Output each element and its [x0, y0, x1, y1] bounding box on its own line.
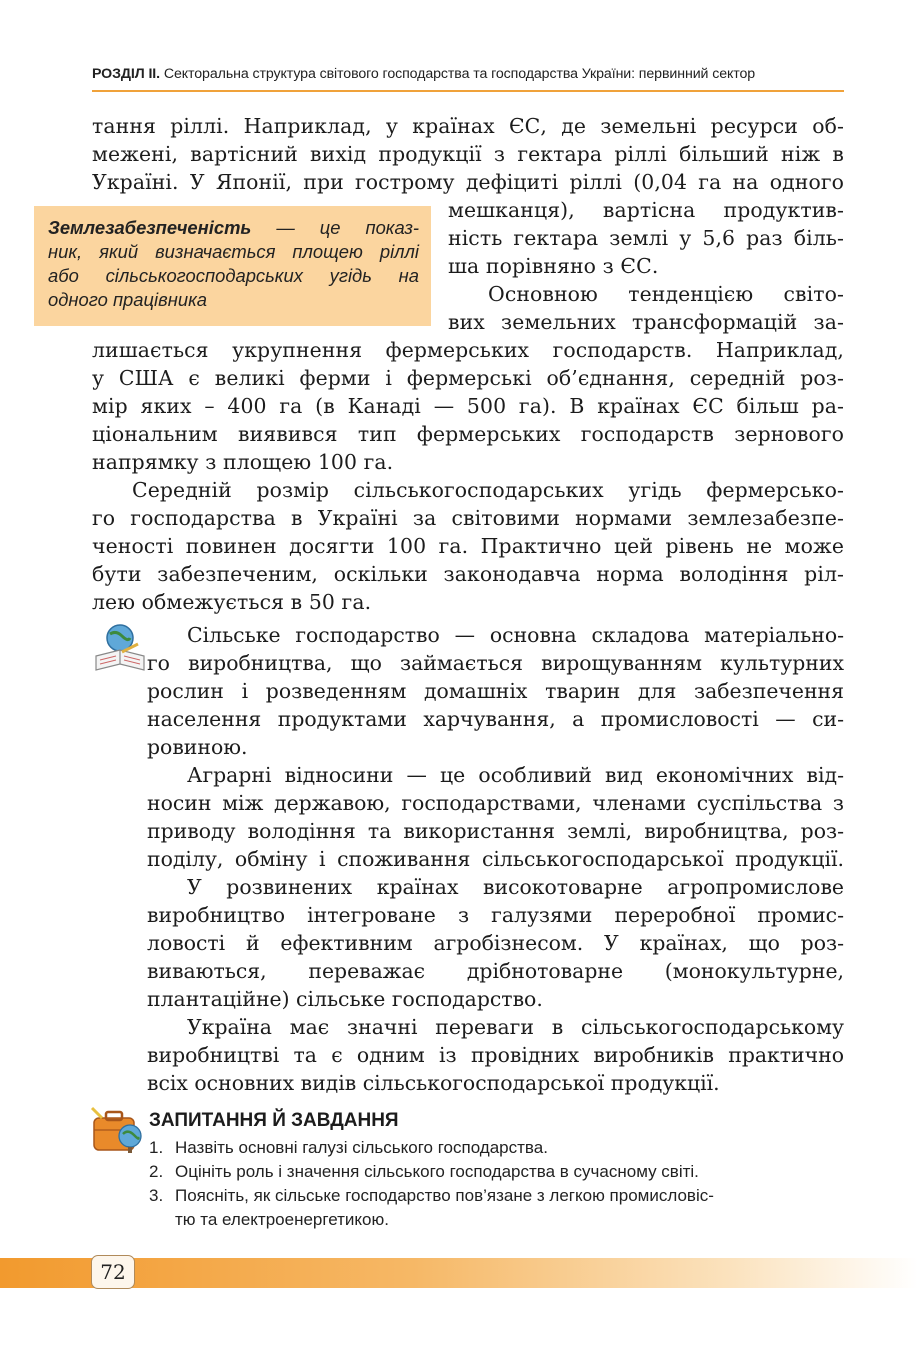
text-line: ність гектара землі у 5,6 раз біль- [448, 226, 844, 250]
question-number: 3. [149, 1186, 164, 1205]
text-line: приводу володіння та використання землі, виробництва, роз- [147, 819, 844, 843]
text-line: поділу, обміну і споживання сільськогосподарської продукції. [147, 847, 844, 871]
text-line: Україна має значні переваги в сільськогосподарському [187, 1015, 844, 1039]
text-line: ровиною. [147, 735, 248, 759]
text-line: виробництві та є одним із провідних виробників практично [147, 1043, 844, 1067]
paragraph-1 [92, 112, 844, 196]
text-line: бути забезпеченим, оскільки законодавча норма володіння ріл- [92, 562, 844, 586]
text-line: Середній розмір сільськогосподарських угідь фермерсько- [132, 478, 844, 502]
text-line: го виробництва, що займається вирощуванням культурних [147, 651, 844, 675]
text-line: рослин і розведенням домашніх тварин для забезпечення [147, 679, 844, 703]
question-text: тю та електроенергетикою. [175, 1210, 389, 1229]
text-line: виробництво інтегроване з галузями переробної промис- [147, 903, 844, 927]
text-line: виваються, переважає дрібнотоварне (монокультурне, [147, 959, 844, 983]
text-line: населення продуктами харчування, а промисловості — си- [147, 707, 844, 731]
text-line: межені, вартісний вихід продукції з гектара ріллі більший ніж в [92, 142, 844, 166]
text-line: У розвинених країнах високотоварне агропромислове [187, 875, 844, 899]
text-line: вих земельних трансформацій за- [448, 310, 844, 334]
definition-box [34, 206, 431, 326]
text-line: напрямку з площею 100 га. [92, 450, 394, 474]
page-number: 72 [91, 1255, 135, 1289]
paragraph-2 [92, 336, 844, 476]
text-line: ченості повинен досягти 100 га. Практично цей рівень не може [92, 534, 844, 558]
section-title: Секторальна структура світового господарства та господарства України: первинний сектор [163, 66, 756, 82]
text-line: мешканця), вартісна продуктив- [448, 198, 844, 222]
text-line: лишається укрупнення фермерських господарств. Наприклад, [92, 338, 844, 362]
question-number: 1. [149, 1138, 164, 1157]
text-line: ша порівняно з ЄС. [448, 254, 659, 278]
text-line: тання ріллі. Наприклад, у країнах ЄС, де земельні ресурси об- [92, 114, 844, 138]
text-line: Основною тенденцією світо- [488, 282, 844, 306]
list-item [149, 1184, 849, 1232]
header-divider [92, 90, 844, 92]
definition-line: або сільськогосподарських угідь на [48, 265, 419, 286]
question-number: 2. [149, 1162, 164, 1181]
list-item [149, 1160, 849, 1184]
text-line: лею обмежується в 50 га. [92, 590, 372, 614]
text-line: ловості й ефективним агробізнесом. У країнах, що роз- [147, 931, 844, 955]
running-header [92, 66, 844, 82]
question-text: Назвіть основні галузі сільського господарства. [175, 1138, 548, 1157]
list-item [149, 1136, 849, 1160]
paragraph-3 [92, 476, 844, 616]
definition-line: ник, який визначається площею ріллі [48, 241, 419, 262]
briefcase-globe-icon [88, 1104, 146, 1154]
text-line: носин між державою, господарствами, членами суспільства з [147, 791, 844, 815]
text-line: Україні. У Японії, при гострому дефіциті ріллі (0,04 га на одного [92, 170, 844, 194]
summary-block [147, 621, 844, 1097]
text-line: у США є великі ферми і фермерські об’єднання, середній роз- [92, 366, 844, 390]
questions-list [149, 1136, 849, 1232]
question-text: Поясніть, як сільське господарство пов’язане з легкою промисловіс- [175, 1186, 714, 1205]
text-line: Сільське господарство — основна складова матеріально- [187, 623, 844, 647]
definition-term: Землезабезпеченість [48, 217, 252, 238]
definition-line: Землезабезпеченість — це показ- [48, 217, 419, 238]
section-label: РОЗДІЛ ІІ. [92, 66, 160, 82]
book-globe-icon [92, 622, 148, 674]
text-line: мір яких – 400 га (в Канаді — 500 га). В країнах ЄС більш ра- [92, 394, 844, 418]
text-line: го господарства в Україні за світовими нормами землезабезпе- [92, 506, 844, 530]
text-line: ціональним виявився тип фермерських господарств зернового [92, 422, 844, 446]
question-text: Оцініть роль і значення сільського господарства в сучасному світі. [175, 1162, 699, 1181]
footer-bar [0, 1258, 918, 1288]
text-line: плантаційне) сільське господарство. [147, 987, 543, 1011]
text-line: Аграрні відносини — це особливий вид економічних від- [187, 763, 844, 787]
definition-line: одного працівника [48, 289, 207, 310]
questions-title: ЗАПИТАННЯ Й ЗАВДАННЯ [149, 1110, 399, 1131]
text-line: всіх основних видів сільськогосподарської продукції. [147, 1071, 720, 1095]
